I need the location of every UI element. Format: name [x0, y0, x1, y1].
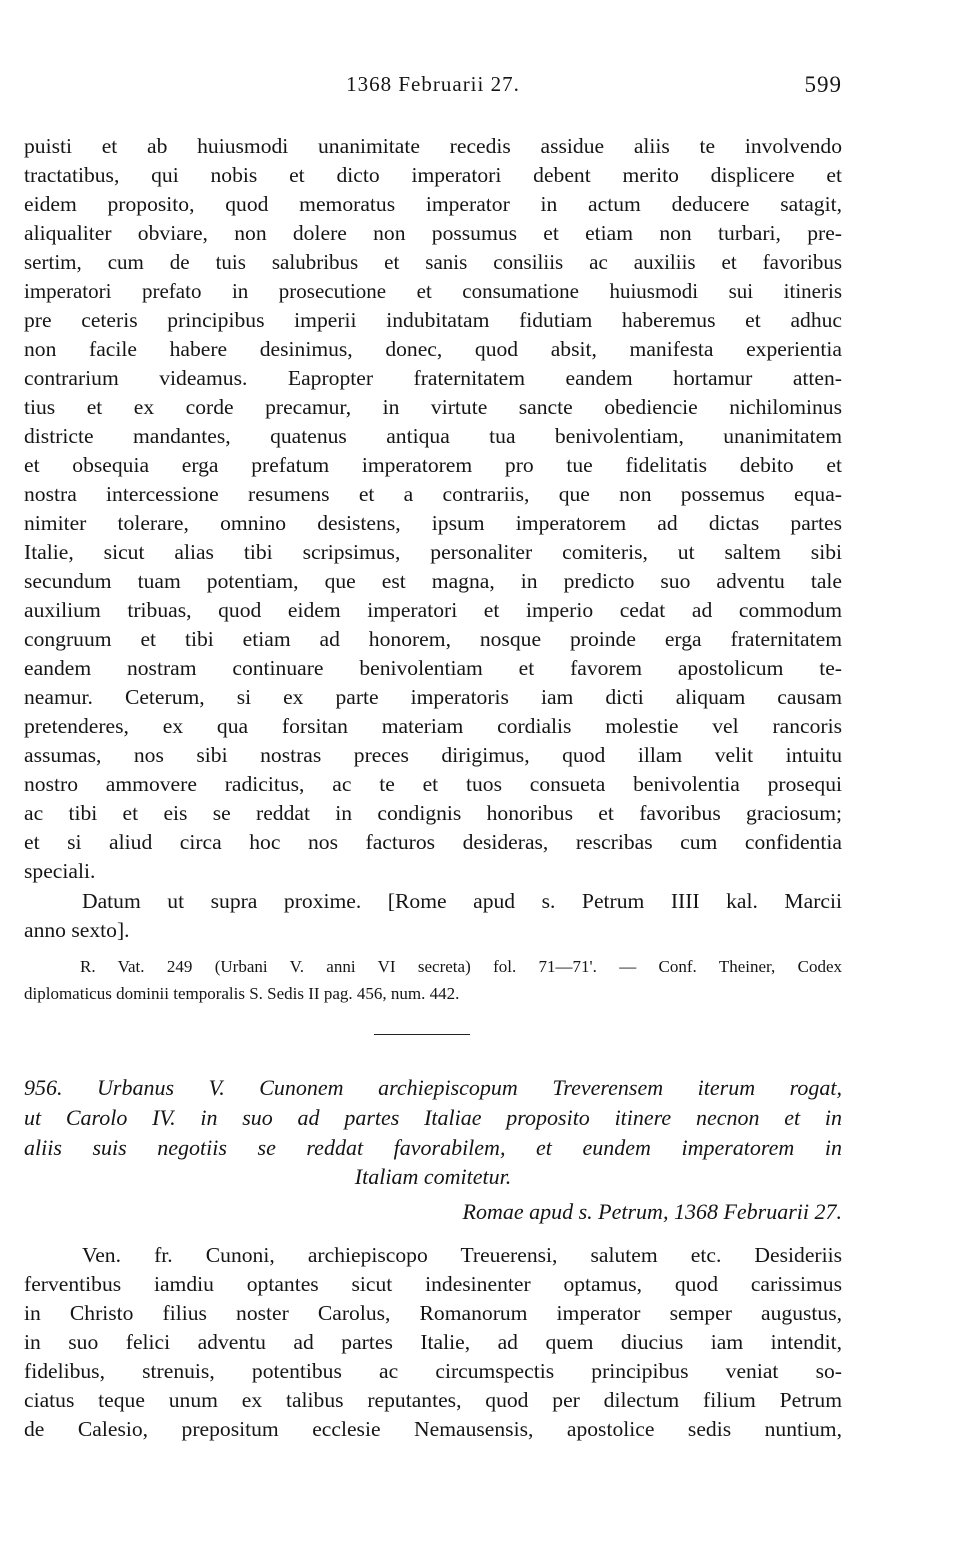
body-line: congruum et tibi etiam ad honorem, nosque proinde erga fraternitatem: [24, 627, 842, 651]
letter-line: fidelibus, strenuis, potentibus ac circumspectis principibus veniat so-: [24, 1359, 842, 1383]
letter-line: in Christo filius noster Carolus, Romanorum imperator semper augustus,: [24, 1301, 842, 1325]
body-line: imperatori prefato in prosecutione et consumatione huiusmodi sui itineris: [24, 279, 842, 303]
body-line: nostro ammovere radicitus, ac te et tuos consueta benivolentia prosequi: [24, 772, 842, 796]
body-line: nostra intercessione resumens et a contrariis, que non possemus equa-: [24, 482, 842, 506]
letter-line: ferventibus iamdiu optantes sicut indesinenter optamus, quod carissimus: [24, 1272, 842, 1296]
running-title: 1368 Februarii 27.: [346, 72, 520, 96]
letter-line: Ven. fr. Cunoni, archiepiscopo Treuerensi, salutem etc. Desideriis: [82, 1243, 842, 1267]
regest-line: aliis suis negotiis se reddat favorabilem, et eundem imperatorem in: [24, 1135, 842, 1160]
body-line: neamur. Ceterum, si ex parte imperatoris iam dicti aliquam causam: [24, 685, 842, 709]
body-line: tius et ex corde precamur, in virtute sancte obediencie nichilominus: [24, 395, 842, 419]
body-line: pretenderes, ex qua forsitan materiam cordialis molestie vel rancoris: [24, 714, 842, 738]
body-line: eidem proposito, quod memoratus imperator in actum deducere satagit,: [24, 192, 842, 216]
body-line: et si aliud circa hoc nos facturos desideras, rescribas cum confidentia: [24, 830, 842, 854]
page-header: [24, 70, 842, 104]
letter-line: ciatus teque unum ex talibus reputantes, quod per dilectum filium Petrum: [24, 1388, 842, 1412]
place-date-line: Romae apud s. Petrum, 1368 Februarii 27.: [462, 1199, 842, 1224]
body-line: sertim, cum de tuis salubribus et sanis consiliis ac auxiliis et favoribus: [24, 250, 842, 274]
body-line: pre ceteris principibus imperii indubitatam fidutiam haberemus et adhuc: [24, 308, 842, 332]
body-line: auxilium tribuas, quod eidem imperatori et imperio cedat ad commodum: [24, 598, 842, 622]
letter-line: de Calesio, prepositum ecclesie Nemausensis, apostolice sedis nuntium,: [24, 1417, 842, 1441]
source-note-line: R. Vat. 249 (Urbani V. anni VI secreta) fol. 71—71'. — Conf. Theiner, Codex: [80, 957, 842, 976]
body-line: non facile habere desinimus, donec, quod absit, manifesta experientia: [24, 337, 842, 361]
body-line: ac tibi et eis se reddat in condignis honoribus et favoribus graciosum;: [24, 801, 842, 825]
body-line: aliqualiter obviare, non dolere non possumus et etiam non turbari, pre-: [24, 221, 842, 245]
regest-line: Italiam comitetur.: [354, 1164, 512, 1189]
datum-line: anno sexto].: [24, 918, 130, 942]
letter-line: in suo felici adventu ad partes Italie, ad quem diucius iam intendit,: [24, 1330, 842, 1354]
body-line: contrarium videamus. Eapropter fraternitatem eandem hortamur atten-: [24, 366, 842, 390]
body-line: districte mandantes, quatenus antiqua tua benivolentiam, unanimitatem: [24, 424, 842, 448]
body-line: eandem nostram continuare benivolentiam et favorem apostolicum te-: [24, 656, 842, 680]
body-line: secundum tuam potentiam, que est magna, in predicto suo adventu tale: [24, 569, 842, 593]
regest-line: ut Carolo IV. in suo ad partes Italiae proposito itinere necnon et in: [24, 1105, 842, 1130]
section-divider: [374, 1034, 470, 1035]
page-number: 599: [804, 72, 842, 97]
body-line: Italie, sicut alias tibi scripsimus, personaliter comiteris, ut saltem sibi: [24, 540, 842, 564]
body-line: puisti et ab huiusmodi unanimitate recedis assidue aliis te involvendo: [24, 134, 842, 158]
regest-line: 956. Urbanus V. Cunonem archiepiscopum Treverensem iterum rogat,: [24, 1075, 842, 1100]
body-line: tractatibus, qui nobis et dicto imperatori debent merito displicere et: [24, 163, 842, 187]
body-line: speciali.: [24, 859, 96, 883]
body-line: assumas, nos sibi nostras preces dirigimus, quod illam velit intuitu: [24, 743, 842, 767]
body-line: nimiter tolerare, omnino desistens, ipsum imperatorem ad dictas partes: [24, 511, 842, 535]
datum-line: Datum ut supra proxime. [Rome apud s. Petrum IIII kal. Marcii: [82, 889, 842, 913]
body-line: et obsequia erga prefatum imperatorem pro tue fidelitatis debito et: [24, 453, 842, 477]
source-note-line: diplomaticus dominii temporalis S. Sedis II pag. 456, num. 442.: [24, 984, 460, 1003]
